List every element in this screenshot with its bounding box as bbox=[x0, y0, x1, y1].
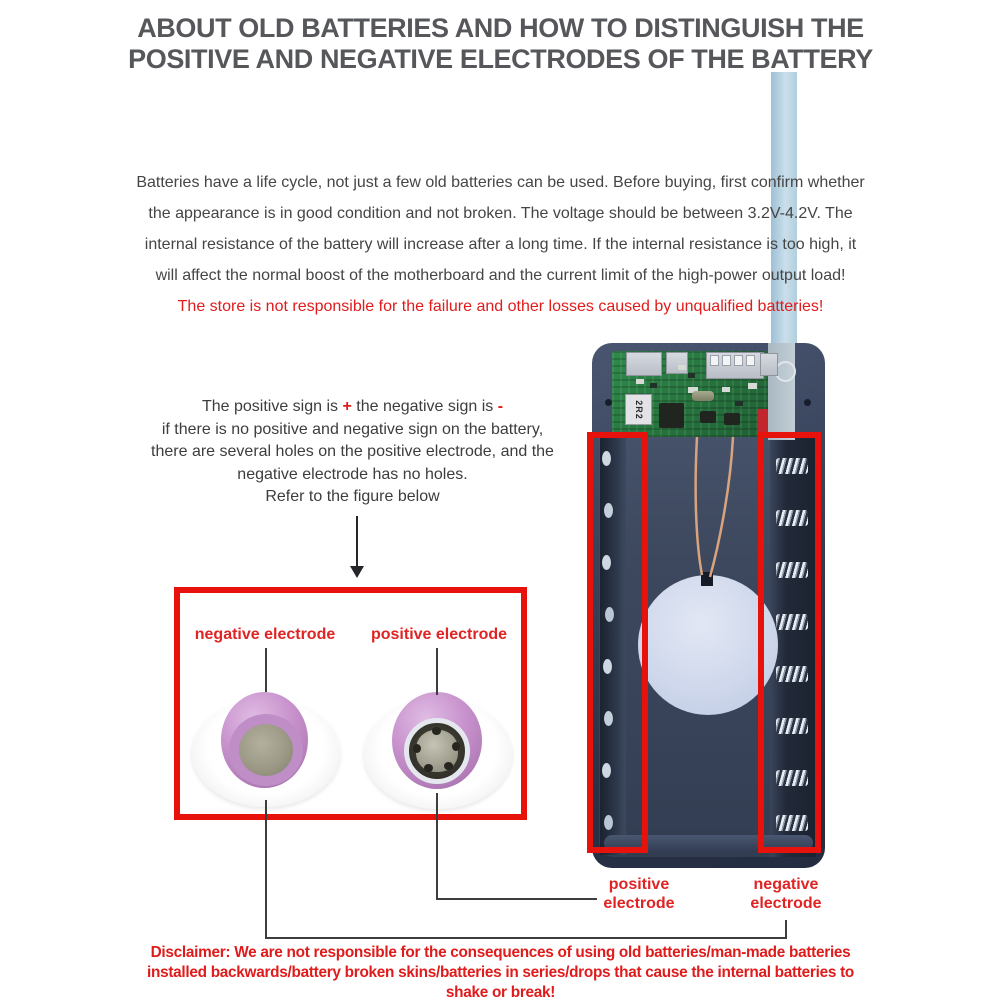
figure-positive-label: positive electrode bbox=[370, 626, 508, 643]
intro-paragraph bbox=[0, 167, 1001, 322]
terminal-hole bbox=[444, 762, 453, 770]
instruction-line-3: there are several holes on the positive electrode, and the bbox=[151, 443, 554, 460]
connector-line bbox=[265, 800, 267, 939]
label-line: positive bbox=[608, 876, 670, 893]
inductor-label: 2R2 bbox=[633, 399, 644, 420]
label-line: negative bbox=[753, 876, 819, 893]
pointer-line bbox=[265, 648, 267, 692]
plus-sign: + bbox=[342, 398, 352, 415]
terminal-hole bbox=[424, 764, 433, 772]
intro-line: the appearance is in good condition and not broken. The voltage should be between 3.2V-4.2V. The bbox=[148, 205, 853, 222]
label-line: electrode bbox=[603, 895, 675, 912]
instruction-line-4: negative electrode has no holes. bbox=[237, 465, 468, 483]
connector-line bbox=[436, 898, 597, 900]
terminal-hole bbox=[452, 742, 460, 751]
pointer-line bbox=[436, 648, 438, 695]
title-line-1: ABOUT OLD BATTERIES AND HOW TO DISTINGUISH THE bbox=[137, 13, 864, 43]
instruction-line-2: if there is no positive and negative sign on the battery, bbox=[161, 420, 544, 438]
negative-column-highlight-box bbox=[758, 432, 821, 853]
powerbank-negative-label bbox=[736, 875, 836, 913]
intro-line: internal resistance of the battery will increase after a long time. If the internal resistance is too high, it bbox=[144, 236, 857, 253]
connector-line bbox=[436, 793, 438, 900]
instruction-text: the negative sign is bbox=[351, 398, 498, 415]
positive-column-highlight-box bbox=[587, 432, 648, 853]
down-arrow-head-icon bbox=[350, 566, 364, 578]
page-title bbox=[0, 13, 1001, 75]
down-arrow-icon bbox=[356, 516, 358, 568]
terminal-hole bbox=[432, 727, 441, 735]
instruction-line-1 bbox=[120, 396, 585, 419]
disclaimer-line: installed backwards/battery broken skins/batteries in series/drops that cause the internal batteries to bbox=[146, 964, 855, 981]
disclaimer-text bbox=[20, 943, 981, 1001]
negative-terminal-face bbox=[229, 714, 303, 786]
intro-line: will affect the normal boost of the motherboard and the current limit of the high-power output load! bbox=[155, 267, 846, 284]
minus-sign: - bbox=[497, 398, 504, 415]
instruction-text: The positive sign is bbox=[201, 398, 343, 415]
label-line: electrode bbox=[750, 895, 822, 912]
store-warning-text: The store is not responsible for the failure and other losses caused by unqualified batteries! bbox=[177, 298, 824, 315]
intro-line: Batteries have a life cycle, not just a few old batteries can be used. Before buying, first confirm whether bbox=[136, 174, 865, 191]
disclaimer-line: Disclaimer: We are not responsible for the consequences of using old batteries/man-made batteries bbox=[150, 944, 851, 961]
disclaimer-line: shake or break! bbox=[445, 984, 556, 1001]
figure-negative-label: negative electrode bbox=[194, 626, 336, 643]
terminal-hole bbox=[413, 744, 421, 753]
connector-line bbox=[785, 920, 787, 939]
connector-line bbox=[265, 937, 787, 939]
instruction-block bbox=[120, 396, 585, 509]
title-line-2: POSITIVE AND NEGATIVE ELECTRODES OF THE BATTERY bbox=[128, 44, 873, 74]
powerbank-positive-label bbox=[592, 875, 686, 913]
instruction-line-5: Refer to the figure below bbox=[265, 488, 440, 505]
